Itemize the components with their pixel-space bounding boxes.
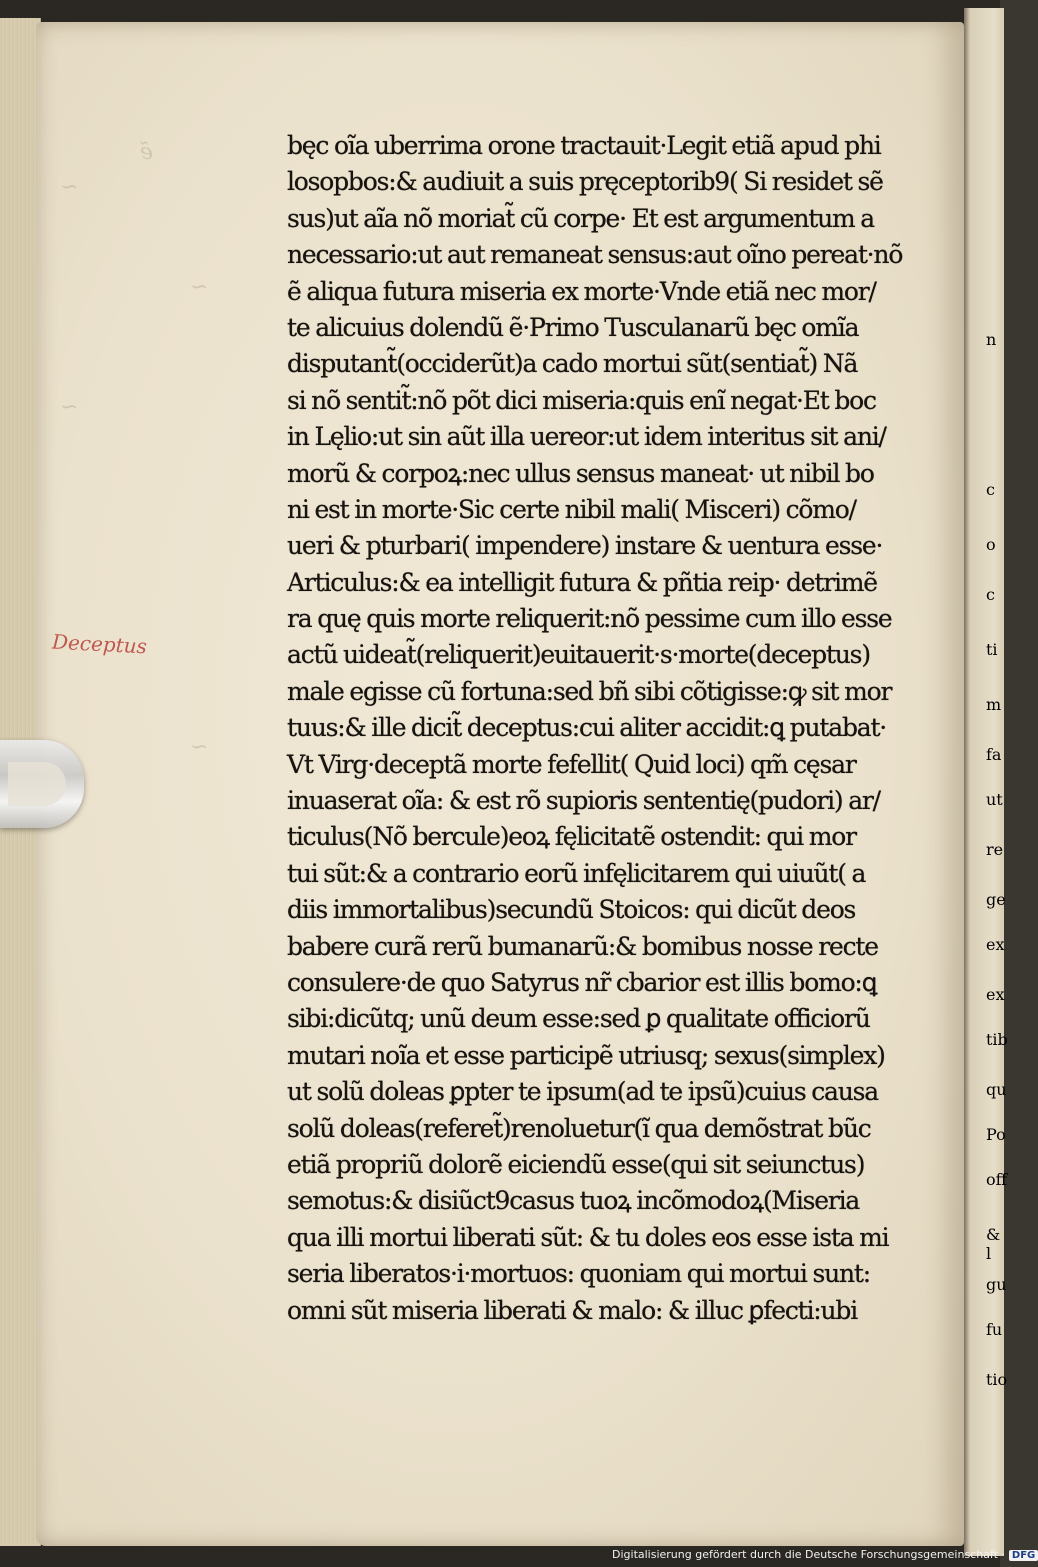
show-through-ghost-5: ~ bbox=[190, 735, 209, 760]
text-line: disputant̃(occiderũt)a cado mortui sũt(sentiat̃) Nã bbox=[287, 349, 858, 379]
text-line: inuaserat oĩa: & est rõ supioris sententię(pudori) ar/ bbox=[287, 786, 880, 816]
facing-page-fragment: fu bbox=[986, 1320, 1003, 1339]
show-through-ghost-2: ~ bbox=[60, 175, 79, 200]
show-through-ghost-1: ẽ bbox=[140, 140, 154, 165]
facing-page-fragment: off bbox=[986, 1170, 1007, 1189]
facing-page-fragment: ut bbox=[986, 790, 1003, 809]
text-line: qua illi mortui liberati sũt: & tu doles eos esse ista mi bbox=[287, 1222, 889, 1252]
text-line: in Lęlio:ut sin aũt illa uereor:ut idem interitus sit ani/ bbox=[287, 422, 886, 452]
text-line: Articulus:& ea intelligit futura & pñtia reip· detrimẽ bbox=[287, 567, 877, 597]
text-line: bęc oĩa uberrima orone tractauit·Legit etiã apud phi bbox=[287, 131, 881, 160]
text-line: mutari noĩa et esse participẽ utriusq; sexus(simplex) bbox=[287, 1040, 885, 1070]
text-line: male egisse cũ fortuna:sed bñ sibi cõtigisse:ꝙ sit mor bbox=[287, 676, 892, 706]
facing-page-fragment: m bbox=[986, 695, 1002, 714]
facing-page-fragment: fa bbox=[986, 745, 1002, 764]
text-line: solũ doleas(referet̃)renoluetur(ĩ qua demõstrat bũc bbox=[287, 1113, 871, 1143]
text-line: ra quę quis morte reliquerit:nõ pessime cum illo esse bbox=[287, 604, 892, 634]
text-line: seria liberatos·i·mortuos: quoniam qui mortui sunt: bbox=[287, 1259, 870, 1289]
text-line: si nõ sentit̃:nõ põt dici miseria:quis enĩ negat·Et boc bbox=[287, 385, 876, 415]
show-through-ghost-3: ~ bbox=[190, 275, 209, 300]
facing-page-fragment: gu bbox=[986, 1275, 1007, 1294]
facing-page-fragment: ti bbox=[986, 640, 998, 659]
facing-page-fragment: qu bbox=[986, 1080, 1007, 1099]
text-line: ẽ aliqua futura miseria ex morte·Vnde etiã nec mor/ bbox=[287, 276, 876, 306]
facing-page-fragment: ex bbox=[986, 935, 1005, 954]
show-through-ghost-4: ~ bbox=[60, 395, 79, 420]
text-line: morũ & corpoꝝ:nec ullus sensus maneat· ut nibil bo bbox=[287, 458, 874, 488]
text-line: Vt Virg·deceptã morte fefellit( Quid loci) qm̃ cęsar bbox=[287, 749, 856, 779]
facing-page-fragment: tib bbox=[986, 1030, 1008, 1049]
facing-page-fragment: c bbox=[986, 585, 995, 604]
facing-page-fragment: ge bbox=[986, 890, 1006, 909]
digitization-credit bbox=[612, 1548, 1038, 1561]
text-line: semotus:& disiũct9casus tuoꝝ incõmodoꝝ(Miseria bbox=[287, 1186, 860, 1216]
text-line: sus)ut aĩa nõ moriat̃ cũ corpe· Et est argumentum a bbox=[287, 203, 874, 233]
text-line: tui sũt:& a contrario eorũ infęlicitarem qui uiuũt( a bbox=[287, 858, 866, 888]
text-line: ueri & pturbari( impendere) instare & uentura esse· bbox=[287, 531, 883, 561]
text-line: omni sũt miseria liberati & malo: & illuc ꝑfecti:ubi bbox=[287, 1295, 858, 1325]
text-line: te alicuius dolendũ ẽ·Primo Tusculanarũ bęc omĩa bbox=[287, 312, 859, 342]
book-clip bbox=[0, 740, 84, 828]
text-line: consulere·de quo Satyrus nr̃ cbarior est illis bomo:ꝗ bbox=[287, 967, 877, 997]
text-line: ni est in morte·Sic certe nibil mali( Misceri) cõmo/ bbox=[287, 494, 856, 524]
text-line: etiã propriũ dolorẽ eiciendũ esse(qui sit seiunctus) bbox=[287, 1149, 865, 1179]
marginal-note: Deceptus bbox=[51, 629, 148, 659]
facing-page-fragment: ex bbox=[986, 985, 1005, 1004]
facing-page-fragment: n bbox=[986, 330, 997, 349]
facing-page-fragment: c bbox=[986, 480, 995, 499]
facing-page-fragment: o bbox=[986, 535, 996, 554]
text-line: losopbos:& audiuit a suis pręceptorib9( Si residet sẽ bbox=[287, 167, 883, 197]
facing-page-fragment: re bbox=[986, 840, 1004, 859]
text-block bbox=[287, 128, 927, 1329]
facing-page-fragment: & l bbox=[986, 1225, 1001, 1263]
text-line: diis immortalibus)secundũ Stoicos: qui dicũt deos bbox=[287, 895, 856, 925]
facing-page-fragment: tio bbox=[986, 1370, 1008, 1389]
credit-text: Digitalisierung gefördert durch die Deutsche Forschungsgemeinschaft · bbox=[612, 1548, 1005, 1561]
text-line: ticulus(Nõ bercule)eoꝝ fęlicitatẽ ostendit: qui mor bbox=[287, 822, 856, 852]
text-line: tuus:& ille dicit̃ deceptus:cui aliter accidit:ꝗ putabat· bbox=[287, 713, 887, 743]
text-line: sibi:dicũtq; unũ deum esse:sed ꝑ qualitate officiorũ bbox=[287, 1004, 870, 1034]
dfg-logo: DFG bbox=[1009, 1550, 1038, 1561]
facing-page-fragment: Po bbox=[986, 1125, 1006, 1144]
text-line: ut solũ doleas ꝑpter te ipsum(ad te ipsũ)cuius causa bbox=[287, 1077, 878, 1107]
text-line: actũ uideat̃(reliquerit)euitauerit·s·morte(deceptus) bbox=[287, 640, 870, 670]
text-line: necessario:ut aut remaneat sensus:aut oĩno pereat·nõ bbox=[287, 240, 903, 270]
text-line: babere curã rerũ bumanarũ:& bomibus nosse recte bbox=[287, 931, 878, 961]
